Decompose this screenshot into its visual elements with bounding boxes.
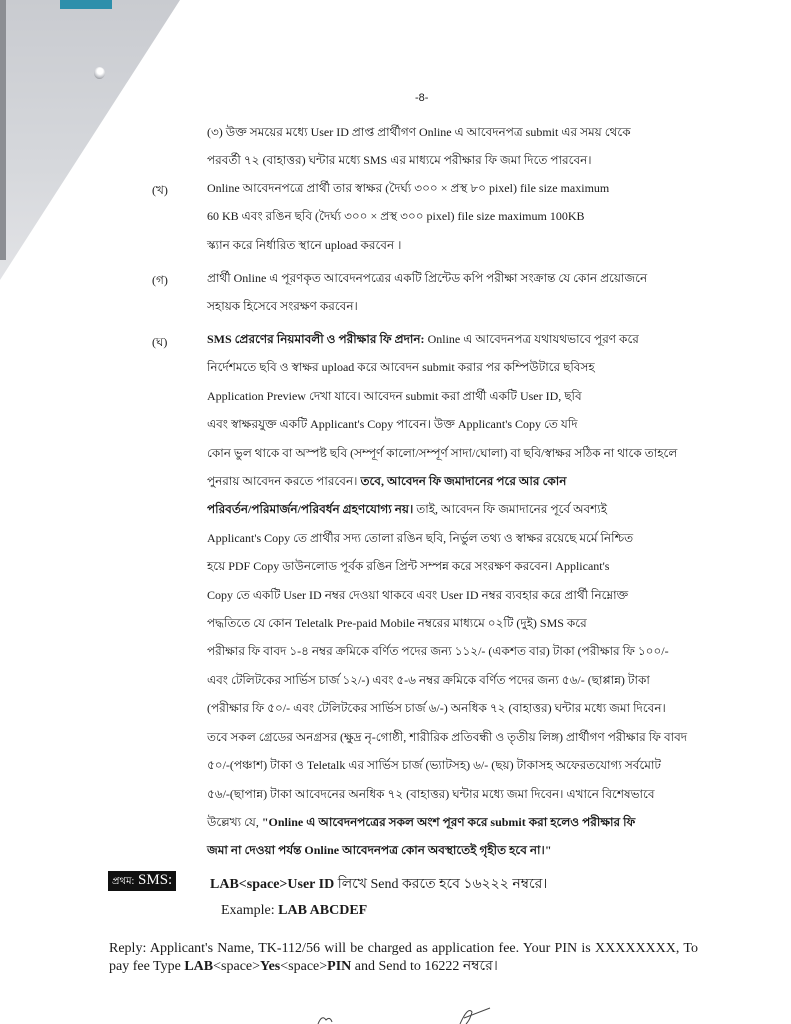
paragraph-line: স্ক্যান করে নির্ধারিত স্থানে upload করবেন । bbox=[207, 237, 402, 252]
sms-format: LAB<space>User ID bbox=[210, 877, 335, 892]
paragraph-line: (৩) উক্ত সময়ের মধ্যে User ID প্রাপ্ত প্রার্থীগণ Online এ আবেদনপত্র submit এর সময় থেকে bbox=[207, 125, 631, 139]
paragraph-line: Online আবেদনপত্রে প্রার্থী তার স্বাক্ষর (দৈর্ঘ্য ৩০০ × প্রস্থ ৮০ pixel) file size maximum bbox=[207, 181, 610, 195]
section-ga-paragraph bbox=[207, 264, 699, 321]
paragraph-line: প্রার্থী Online এ পূরণকৃত আবেদনপত্রের একটি প্রিন্টেড কপি পরীক্ষা সংক্রান্ত যে কোন প্রয়োজনে bbox=[207, 271, 648, 285]
punch-hole bbox=[94, 67, 105, 79]
paragraph-line: পুনরায় আবেদন করতে পারবেন। তবে, আবেদন ফি জমাদানের পরে আর কোন bbox=[207, 474, 567, 489]
section-marker-kha: (খ) bbox=[152, 183, 168, 197]
sms-reply-paragraph: Reply: Applicant's Name, TK-112/56 will be charged as application fee. Your PIN is XXXXXXXX, To pay fee Type LAB<space>Yes<space>PIN and Send to 16222 নম্বরে। bbox=[109, 941, 698, 974]
page-number: -8- bbox=[415, 92, 429, 104]
section-heading: SMS প্রেরণের নিয়মাবলী ও পরীক্ষার ফি প্রদান: bbox=[207, 332, 425, 346]
paragraph-line: Applicant's Copy তে প্রার্থীর সদ্য তোলা রঙিন ছবি, নির্ভুল তথ্য ও স্বাক্ষর রয়েছে মর্মে নিশ্চিত bbox=[207, 530, 634, 545]
paragraph-line: পরিবর্তন/পরিমার্জন/পরিবর্ধন গ্রহণযোগ্য নয়। তাই, আবেদন ফি জমাদানের পূর্বে অবশ্যই bbox=[207, 502, 607, 517]
paragraph-line: Copy তে একটি User ID নম্বর দেওয়া থাকবে এবং User ID নম্বর ব্যবহার করে প্রার্থী নিম্নোক্ত bbox=[207, 587, 629, 602]
signature-marks bbox=[310, 1004, 530, 1024]
paragraph-line: এবং টেলিটকের সার্ভিস চার্জ ১২/-) এবং ৫-৬ নম্বর ক্রমিকে বর্ণিত পদের জন্য ৫৬/- (ছাপ্পান্ন) টাকা bbox=[207, 672, 650, 687]
paragraph-line: উল্লেখ্য যে, "Online এ আবেদনপত্রের সকল অংশ পূরণ করে submit করা হলেও পরীক্ষার ফি bbox=[207, 814, 636, 829]
paragraph-line: পরবর্তী ৭২ (বাহাত্তর) ঘন্টার মধ্যে SMS এর মাধ্যমে পরীক্ষার ফি জমা দিতে পারবেন। bbox=[207, 153, 592, 168]
sms-example-line: Example: LAB ABCDEF bbox=[221, 903, 368, 918]
paragraph-line: সহায়ক হিসেবে সংরক্ষণ করবেন। bbox=[207, 299, 358, 314]
bold-notice: পরিবর্তন/পরিমার্জন/পরিবর্ধন গ্রহণযোগ্য নয়। bbox=[207, 502, 414, 517]
paragraph-line bbox=[207, 836, 699, 864]
section-marker-ga: (গ) bbox=[152, 273, 168, 287]
first-sms-label: প্রথম: SMS: bbox=[108, 871, 176, 891]
important-quote: "Online এ আবেদনপত্রের সকল অংশ পূরণ করে submit করা হলেও পরীক্ষার ফি bbox=[261, 814, 636, 829]
paragraph-line: তবে সকল গ্রেডের অনগ্রসর (ক্ষুদ্র নৃ-গোষ্ঠী, শারীরিক প্রতিবন্ধী ও তৃতীয় লিঙ্গ) প্রার্থীগণ পরীক্ষার ফি বাবদ bbox=[207, 729, 688, 744]
paragraph-line: ৫০/-(পঞ্চাশ) টাকা ও Teletalk এর সার্ভিস চার্জ (ভ্যাটসহ) ৬/- (ছয়) টাকাসহ অফেরতযোগ্য সর্বমোট bbox=[207, 758, 661, 773]
signature-scribble bbox=[460, 1008, 490, 1024]
binder-tab bbox=[60, 0, 112, 9]
paragraph-line: ৫৬/-(ছাপান্ন) টাকা আবেদনের অনধিক ৭২ (বাহাত্তর) ঘন্টার মধ্যে জমা দিবেন। এখানে বিশেষভাবে bbox=[207, 786, 655, 801]
paragraph-line: SMS প্রেরণের নিয়মাবলী ও পরীক্ষার ফি প্রদান: Online এ আবেদনপত্র যথাযথভাবে পূরণ করে bbox=[207, 332, 639, 346]
paragraph-line: কোন ভুল থাকে বা অস্পষ্ট ছবি (সম্পূর্ণ কালো/সম্পূর্ণ সাদা/ঘোলা) বা ছবি/স্বাক্ষর সঠিক না থাকে তাহলে bbox=[207, 445, 678, 460]
section-marker-gha: (ঘ) bbox=[152, 335, 168, 349]
paragraph-line: (পরীক্ষার ফি ৫০/- এবং টেলিটকের সার্ভিস চার্জ ৬/-) অনধিক ৭২ (বাহাত্তর) ঘন্টার মধ্যে জমা দিবেন। bbox=[207, 701, 666, 716]
important-quote: জমা না দেওয়া পর্যন্ত Online আবেদনপত্র কোন অবস্থাতেই গৃহীত হবে না।" bbox=[207, 843, 552, 858]
paragraph-line: নির্দেশমতে ছবি ও স্বাক্ষর upload করে আবেদন submit করার পর কম্পিউটারে ছবিসহ bbox=[207, 360, 595, 375]
section-gha-paragraph bbox=[207, 325, 699, 865]
paragraph-line: পদ্ধতিতে যে কোন Teletalk Pre-paid Mobile নম্বরের মাধ্যমে ০২টি (দুই) SMS করে bbox=[207, 616, 587, 631]
paragraph-line: পরীক্ষার ফি বাবদ ১-৪ নম্বর ক্রমিকে বর্ণিত পদের জন্য ১১২/- (একশত বার) টাকা (পরীক্ষার ফি ১০০/- bbox=[207, 644, 669, 659]
paragraph-line: 60 KB এবং রঙিন ছবি (দৈর্ঘ্য ৩০০ × প্রস্থ ৩০০ pixel) file size maximum 100KB bbox=[207, 209, 585, 224]
initial-mark bbox=[318, 1018, 332, 1024]
sms-format-line: LAB<space>User ID লিখে Send করতে হবে ১৬২২২ নম্বরে। bbox=[210, 877, 548, 892]
page-edge-shadow bbox=[0, 0, 6, 260]
paragraph-line: এবং স্বাক্ষরযুক্ত একটি Applicant's Copy পাবেন। উক্ত Applicant's Copy তে যদি bbox=[207, 417, 578, 432]
paragraph-line: Application Preview দেখা যাবে। আবেদন submit করা প্রার্থী একটি User ID, ছবি bbox=[207, 388, 582, 403]
section-3-paragraph bbox=[207, 118, 699, 175]
bold-notice: তবে, আবেদন ফি জমাদানের পরে আর কোন bbox=[360, 474, 567, 489]
sms-example-value: LAB ABCDEF bbox=[278, 903, 368, 918]
paragraph-line: হয়ে PDF Copy ডাউনলোড পূর্বক রঙিন প্রিন্ট সম্পন্ন করে সংরক্ষণ করবেন। Applicant's bbox=[207, 559, 610, 574]
folded-page-corner bbox=[0, 0, 180, 280]
section-kha-paragraph bbox=[207, 174, 699, 259]
